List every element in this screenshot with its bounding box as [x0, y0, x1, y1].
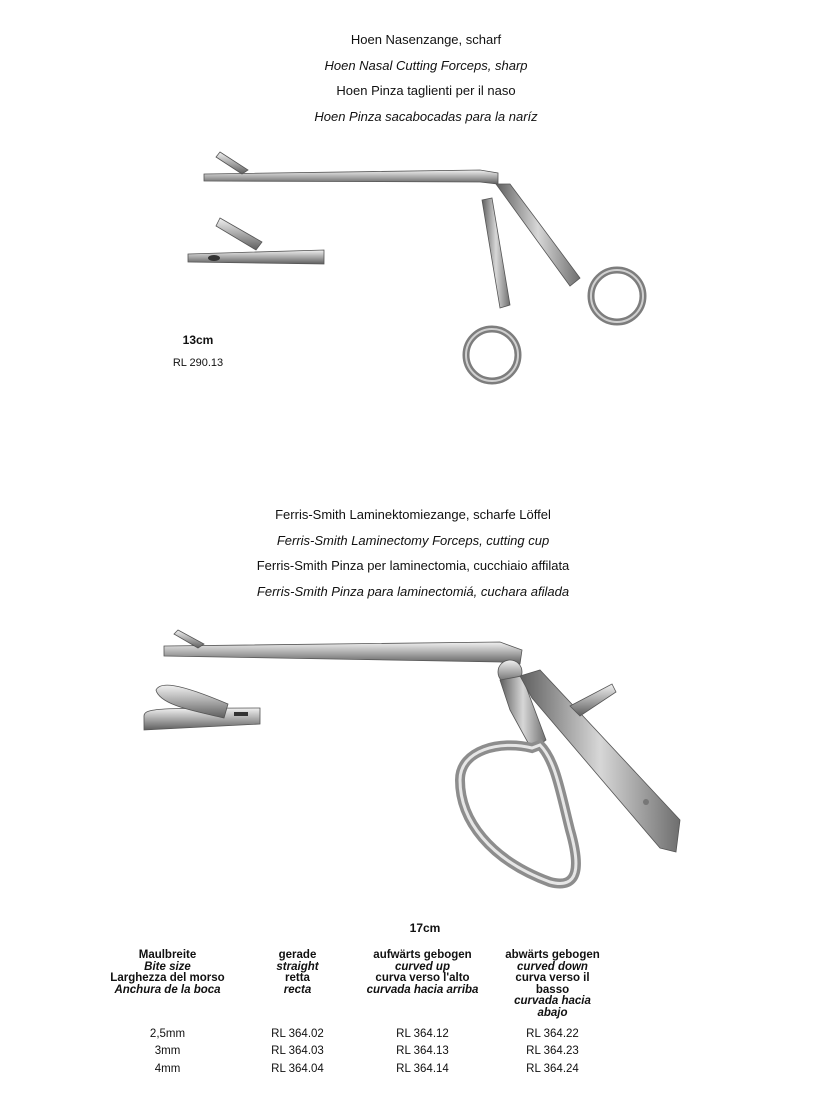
header-it: Larghezza del morso: [110, 972, 225, 984]
table-row: [85, 1060, 605, 1078]
product2-title-en: Ferris-Smith Laminectomy Forceps, cutting cup: [276, 532, 550, 548]
header-en: curved up: [395, 960, 450, 973]
product2-title-de: Ferris-Smith Laminektomiezange, scharfe Löffel: [275, 507, 551, 522]
header-it: curva verso il basso: [515, 972, 590, 996]
spec-table-header-row: [85, 950, 605, 1025]
table-cell: RL 364.23: [526, 1045, 579, 1058]
col-header-bite-size: [85, 950, 250, 1025]
header-de: gerade: [278, 949, 317, 961]
table-row: [85, 1043, 605, 1061]
hoen-forceps-image: [180, 140, 660, 400]
product2-title-es: Ferris-Smith Pinza para laminectomiá, cuchara afilada: [256, 583, 570, 599]
product1-size: 13cm: [182, 333, 214, 347]
table-cell: RL 364.14: [396, 1062, 449, 1075]
table-cell: RL 364.02: [271, 1027, 324, 1040]
product1-title-es: Hoen Pinza sacabocadas para la naríz: [314, 108, 538, 124]
table-cell: RL 364.13: [396, 1045, 449, 1058]
spec-table: [85, 950, 605, 1078]
table-cell: RL 364.22: [526, 1027, 579, 1040]
header-it: retta: [285, 972, 310, 984]
ferris-smith-cup-detail: [140, 678, 264, 740]
header-es: recta: [283, 983, 312, 996]
product2-title-it: Ferris-Smith Pinza per laminectomia, cucchiaio affilata: [256, 558, 570, 573]
header-de: Maulbreite: [138, 949, 197, 961]
table-row: [85, 1025, 605, 1043]
header-it: curva verso l'alto: [375, 972, 470, 984]
header-es: curvada hacia arriba: [366, 983, 479, 996]
header-es: curvada hacia abajo: [514, 995, 591, 1019]
product1-title-it: Hoen Pinza taglienti per il naso: [336, 83, 516, 98]
col-header-straight: [250, 950, 345, 1025]
product2-size: 17cm: [409, 921, 441, 935]
product1-title-en: Hoen Nasal Cutting Forceps, sharp: [324, 57, 528, 73]
col-header-curved-up: [345, 950, 500, 1025]
table-cell: RL 364.04: [271, 1062, 324, 1075]
product1-title-de: Hoen Nasenzange, scharf: [350, 32, 502, 47]
table-cell: 2,5mm: [149, 1027, 186, 1040]
table-cell: RL 364.03: [271, 1045, 324, 1058]
col-header-curved-down: [500, 950, 605, 1025]
table-cell: RL 364.12: [396, 1027, 449, 1040]
header-es: Anchura de la boca: [114, 983, 221, 996]
header-en: curved down: [517, 960, 588, 973]
header-en: straight: [276, 960, 319, 973]
product2-title-block: [0, 502, 826, 604]
product1-title-block: [13, 27, 826, 129]
hoen-forceps-tip-detail: [184, 210, 326, 270]
header-de: abwärts gebogen: [505, 949, 600, 961]
table-cell: 3mm: [154, 1045, 181, 1058]
product1-code: RL 290.13: [172, 357, 224, 369]
header-en: Bite size: [144, 960, 191, 973]
ferris-smith-forceps-image: [160, 620, 700, 895]
header-de: aufwärts gebogen: [373, 949, 472, 961]
table-cell: RL 364.24: [526, 1062, 579, 1075]
table-cell: 4mm: [154, 1062, 181, 1075]
